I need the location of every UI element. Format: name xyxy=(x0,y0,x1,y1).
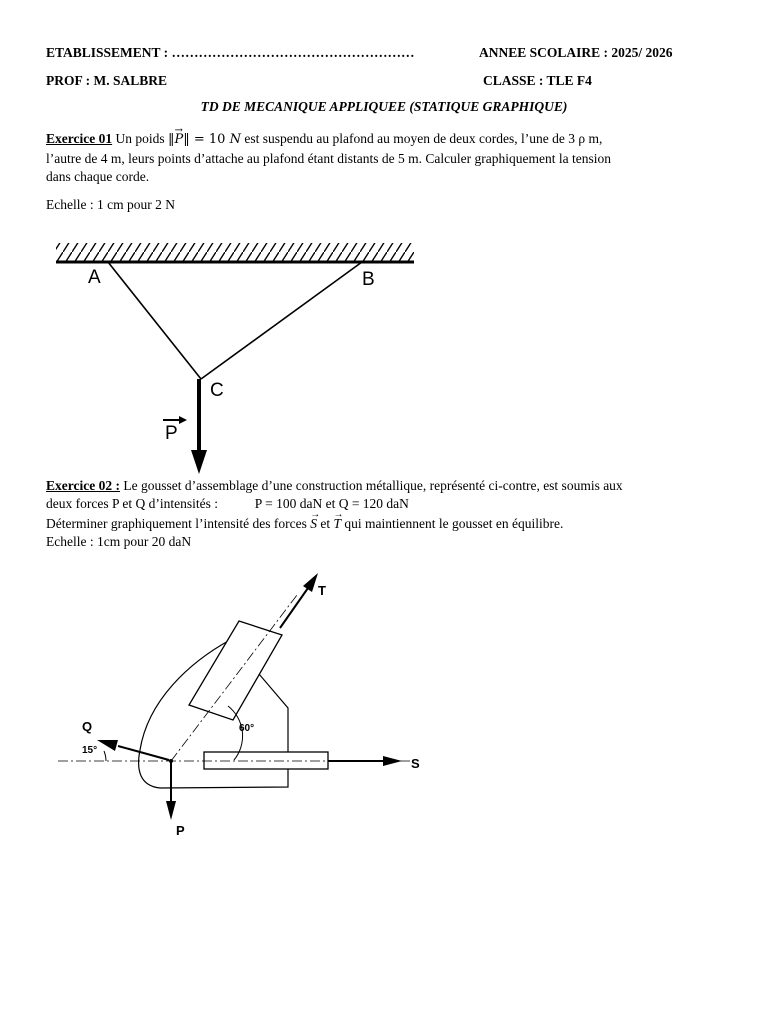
ex2-line3a: Déterminer graphiquement l’intensité des forces xyxy=(46,516,307,531)
label-p: P xyxy=(165,423,178,444)
angle-15-arc xyxy=(104,751,106,761)
label-p2: P xyxy=(176,823,185,838)
school-year-label: ANNEE SCOLAIRE : xyxy=(479,45,609,60)
ex1-formula-rest: = 10 xyxy=(193,132,226,147)
ex1-formula-unit: N xyxy=(229,132,241,147)
ex1-text-b: est suspendu au plafond au moyen de deux cordes, l’une de 3 ρ m, xyxy=(244,131,603,146)
class-label: CLASSE : xyxy=(483,73,544,88)
inclined-bar xyxy=(189,621,282,720)
angle-15-label: 15° xyxy=(82,745,98,756)
angle-60-label: 60° xyxy=(239,723,255,734)
ex1-formula: ‖→ P‖ = 10 N xyxy=(168,132,241,147)
word-et: et xyxy=(320,516,331,531)
inclined-axis xyxy=(171,595,297,761)
ex1-text-a: Un poids xyxy=(115,131,165,146)
application-point xyxy=(169,759,173,763)
label-s: S xyxy=(411,756,420,771)
class-value: TLE F4 xyxy=(546,73,592,88)
establishment-label: ETABLISSEMENT : xyxy=(46,45,169,60)
prof-value: M. SALBRE xyxy=(93,73,168,88)
ex2-heading: Exercice 02 : xyxy=(46,478,120,493)
label-a: A xyxy=(88,267,101,288)
vector-s: → S xyxy=(310,515,317,532)
s-vector-arrowhead xyxy=(383,756,402,766)
label-q: Q xyxy=(82,719,93,734)
establishment-value: ……………………………………………… xyxy=(171,45,415,60)
horizontal-bar xyxy=(204,752,328,769)
ex1-line2: l’autre de 4 m, leurs points d’attache au plafond étant distants de 5 m. Calculer graphiquement la tension xyxy=(46,151,611,166)
q-vector-arrowhead xyxy=(97,740,118,751)
school-year-value: 2025/ 2026 xyxy=(611,45,673,60)
ex2-scale: Echelle : 1cm pour 20 daN xyxy=(46,534,192,549)
label-t: T xyxy=(318,583,326,598)
ex1-formula-vector: → P xyxy=(175,131,184,148)
ex2-line2b: P = 100 daN et Q = 120 daN xyxy=(254,496,409,511)
prof-label: PROF : xyxy=(46,73,91,88)
q-vector-shaft xyxy=(118,746,169,760)
label-c: C xyxy=(210,380,224,401)
p2-vector-arrowhead xyxy=(166,801,176,820)
page-title: TD DE MECANIQUE APPLIQUEE (STATIQUE GRAPHIQUE) xyxy=(200,99,568,114)
ex2-line2a: deux forces P et Q d’intensités : xyxy=(46,496,218,511)
t-vector-shaft xyxy=(280,588,308,628)
ex1-line3: dans chaque corde. xyxy=(46,169,150,184)
ex2-line1-text: Le gousset d’assemblage d’une construction métallique, représenté ci-contre, est soumis aux xyxy=(123,478,623,493)
label-b: B xyxy=(362,269,375,290)
vector-t: → T xyxy=(334,515,342,532)
ex1-scale: Echelle : 1 cm pour 2 N xyxy=(46,197,175,212)
t-vector-arrowhead xyxy=(303,573,318,592)
ex1-heading: Exercice 01 xyxy=(46,131,113,146)
ex2-line3b: qui maintiennent le gousset en équilibre. xyxy=(344,516,564,531)
